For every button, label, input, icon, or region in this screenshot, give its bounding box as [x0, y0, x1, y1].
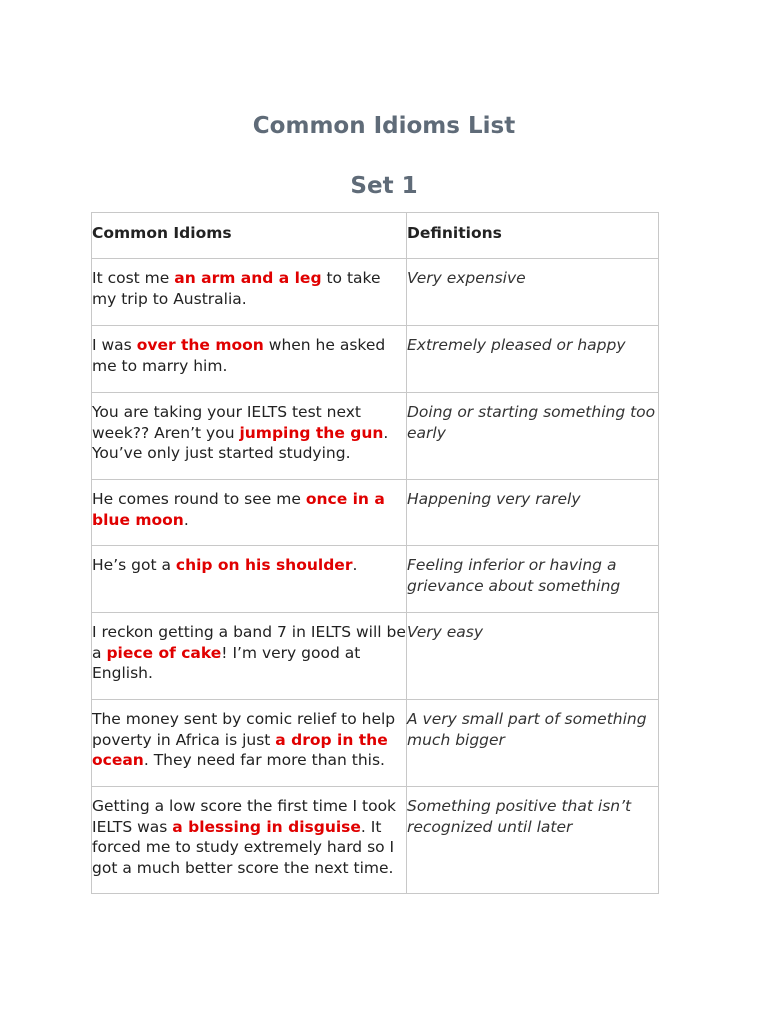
- example-text: Getting a low score the first time I took IELTS was: [92, 797, 397, 836]
- definition-cell: Feeling inferior or having a grievance about something: [407, 546, 659, 613]
- definition-cell: Happening very rarely: [407, 480, 659, 546]
- example-text: You are taking your IELTS test next week?? Aren’t you: [92, 403, 361, 442]
- table-row: [92, 480, 659, 546]
- idiom-example-cell: [92, 613, 407, 700]
- idiom-highlight: chip on his shoulder: [175, 556, 353, 574]
- example-text: .: [183, 510, 189, 529]
- idiom-example-cell: [92, 700, 407, 787]
- definition-cell: Very expensive: [407, 259, 659, 326]
- example-text: . They need far more than this.: [143, 751, 385, 769]
- column-header-idioms: Common Idioms: [92, 213, 407, 259]
- page-title: Common Idioms List: [252, 113, 516, 139]
- table-header-row: [92, 213, 659, 259]
- idiom-example-cell: [92, 546, 407, 613]
- idiom-highlight: a drop in the ocean: [92, 730, 388, 769]
- idiom-highlight: a blessing in disguise: [172, 817, 361, 836]
- example-text: It cost me: [92, 269, 175, 287]
- definition-cell: Doing or starting something too early: [407, 393, 659, 480]
- definition-cell: Something positive that isn’t recognized until later: [407, 787, 659, 894]
- idiom-highlight: an arm and a leg: [174, 269, 322, 287]
- definition-cell: A very small part of something much bigger: [407, 700, 659, 787]
- idiom-example-cell: [92, 259, 407, 326]
- table-row: [92, 700, 659, 787]
- definition-cell: Very easy: [407, 613, 659, 700]
- table-row: [92, 613, 659, 700]
- example-text: He’s got a: [92, 556, 176, 574]
- column-header-definitions: Definitions: [407, 213, 659, 259]
- table-row: [92, 259, 659, 326]
- example-text: to take my trip to Australia.: [92, 269, 381, 308]
- example-text: . You’ve only just started studying.: [92, 423, 389, 462]
- table-row: [92, 787, 659, 894]
- idiom-highlight: piece of cake: [106, 643, 222, 662]
- idiom-example-cell: [92, 787, 407, 894]
- idiom-highlight: jumping the gun: [239, 423, 384, 442]
- example-text: I reckon getting a band 7 in IELTS will be a: [92, 623, 406, 662]
- idioms-table: [91, 212, 659, 894]
- idiom-highlight: over the moon: [136, 336, 264, 354]
- example-text: . It forced me to study extremely hard so I got a much better score the next time.: [92, 817, 395, 877]
- example-text: when he asked me to marry him.: [92, 336, 386, 375]
- idiom-example-cell: [92, 326, 407, 393]
- idiom-highlight: once in a blue moon: [92, 490, 385, 529]
- example-text: The money sent by comic relief to help poverty in Africa is just: [92, 710, 396, 749]
- example-text: He comes round to see me: [92, 490, 306, 508]
- example-text: ! I’m very good at English.: [92, 643, 361, 682]
- table-row: [92, 326, 659, 393]
- table-row: [92, 393, 659, 480]
- example-text: I was: [92, 336, 137, 354]
- idiom-example-cell: [92, 393, 407, 480]
- set-heading: Set 1: [350, 173, 418, 199]
- example-text: .: [352, 556, 358, 574]
- idiom-example-cell: [92, 480, 407, 546]
- table-row: [92, 546, 659, 613]
- definition-cell: Extremely pleased or happy: [407, 326, 659, 393]
